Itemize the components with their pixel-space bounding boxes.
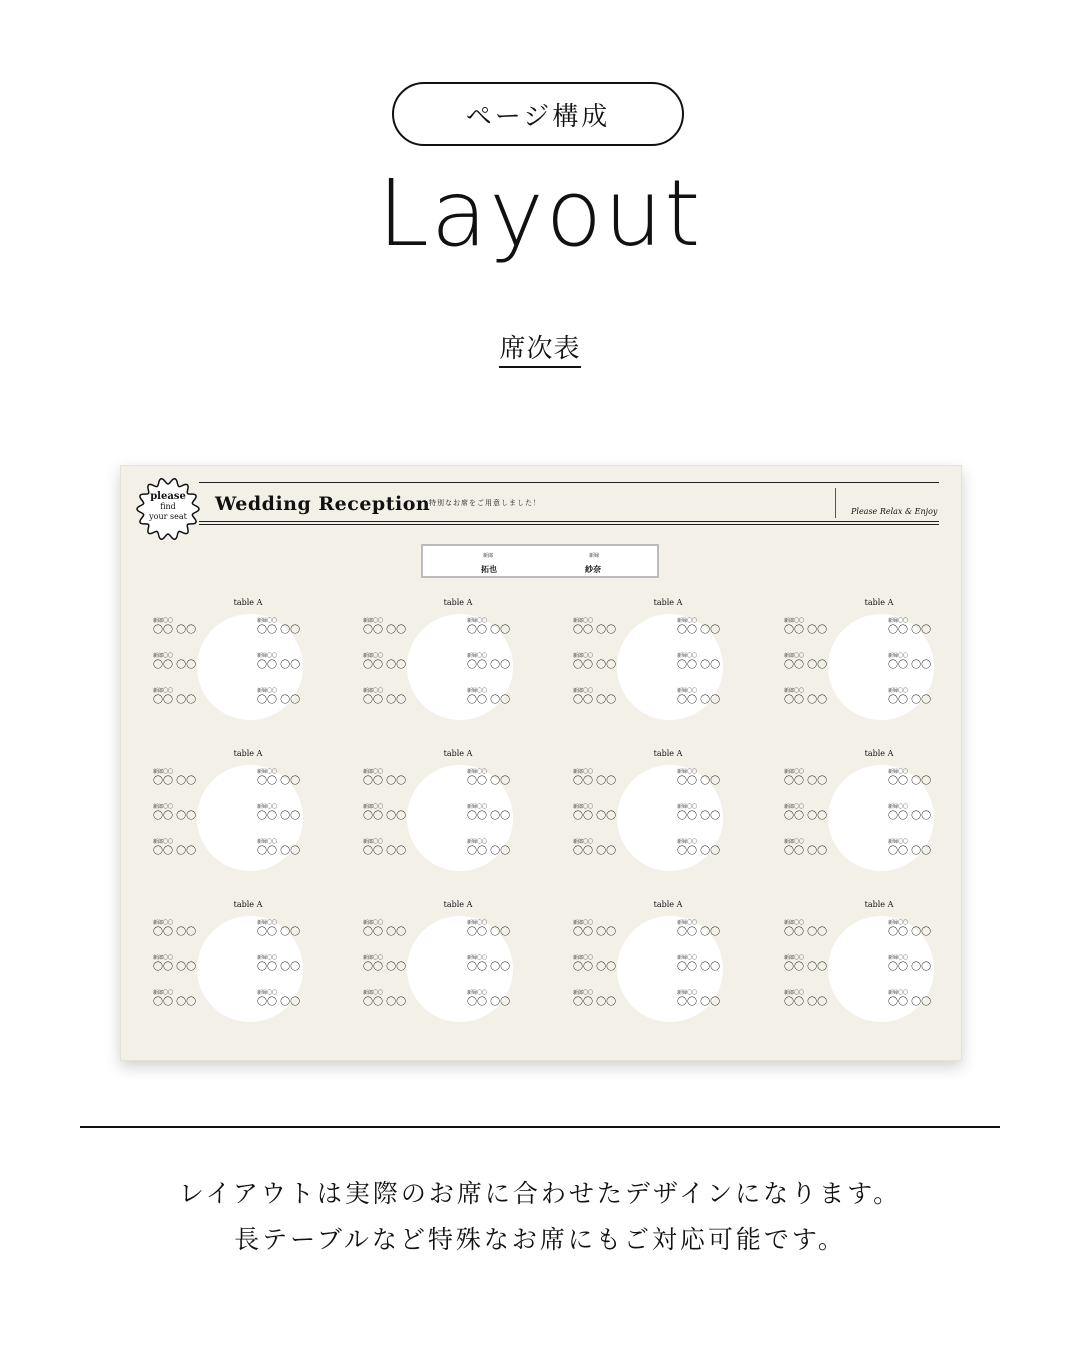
- guest-name: 〇〇 〇〇: [573, 997, 617, 1008]
- header-separator: [835, 488, 836, 518]
- guest-name: 〇〇 〇〇: [784, 625, 828, 636]
- guest-role: 新郎〇〇: [153, 653, 174, 659]
- guest-slot-left: [153, 688, 213, 707]
- guest-role: 新婦〇〇: [257, 920, 278, 926]
- guest-name: 〇〇 〇〇: [467, 811, 511, 822]
- guest-name: 〇〇 〇〇: [677, 695, 721, 706]
- table-block: [353, 598, 563, 738]
- guest-name: 〇〇 〇〇: [467, 660, 511, 671]
- guest-role: 新婦〇〇: [467, 769, 488, 775]
- guest-role: 新郎〇〇: [784, 990, 805, 996]
- table-name: table A: [653, 598, 683, 607]
- guest-role: 新婦〇〇: [888, 920, 909, 926]
- guest-slot-left: [153, 653, 213, 672]
- table-name: table A: [653, 749, 683, 758]
- bride-name: 紗奈: [585, 565, 601, 574]
- guest-role: 新婦〇〇: [888, 839, 909, 845]
- guest-slot-right: [467, 990, 527, 1009]
- guest-role: 新郎〇〇: [784, 769, 805, 775]
- guest-slot-left: [153, 804, 213, 823]
- guest-name: 〇〇 〇〇: [573, 846, 617, 857]
- guest-name: 〇〇 〇〇: [573, 927, 617, 938]
- guest-slot-right: [257, 839, 317, 858]
- header-rule-top: [199, 482, 939, 483]
- guest-slot-right: [677, 769, 737, 788]
- guest-name: 〇〇 〇〇: [257, 811, 301, 822]
- guest-slot-right: [467, 955, 527, 974]
- guest-role: 新郎〇〇: [573, 653, 594, 659]
- guest-slot-left: [573, 839, 633, 858]
- guest-name: 〇〇 〇〇: [153, 927, 197, 938]
- guest-slot-left: [573, 920, 633, 939]
- description-line-1: レイアウトは実際のお席に合わせたデザインになります。: [178, 1179, 902, 1208]
- guest-role: 新郎〇〇: [363, 839, 384, 845]
- table-block: [353, 900, 563, 1040]
- guest-name: 〇〇 〇〇: [363, 695, 407, 706]
- guest-slot-left: [363, 955, 423, 974]
- guest-role: 新郎〇〇: [363, 688, 384, 694]
- guest-name: 〇〇 〇〇: [888, 695, 932, 706]
- guest-slot-right: [677, 804, 737, 823]
- guest-name: 〇〇 〇〇: [257, 695, 301, 706]
- guest-slot-right: [467, 618, 527, 637]
- guest-name: 〇〇 〇〇: [363, 962, 407, 973]
- guest-slot-left: [784, 990, 844, 1009]
- page-structure-pill: [392, 82, 684, 146]
- guest-role: 新郎〇〇: [153, 955, 174, 961]
- guest-name: 〇〇 〇〇: [677, 846, 721, 857]
- guest-slot-left: [784, 804, 844, 823]
- guest-role: 新郎〇〇: [784, 688, 805, 694]
- table-name: table A: [443, 900, 473, 909]
- guest-name: 〇〇 〇〇: [363, 625, 407, 636]
- guest-name: 〇〇 〇〇: [573, 695, 617, 706]
- guest-name: 〇〇 〇〇: [257, 997, 301, 1008]
- guest-slot-left: [363, 653, 423, 672]
- guest-slot-right: [677, 618, 737, 637]
- guest-name: 〇〇 〇〇: [573, 962, 617, 973]
- guest-role: 新婦〇〇: [888, 955, 909, 961]
- guest-name: 〇〇 〇〇: [257, 660, 301, 671]
- guest-slot-left: [153, 990, 213, 1009]
- guest-role: 新婦〇〇: [257, 804, 278, 810]
- guest-name: 〇〇 〇〇: [257, 776, 301, 787]
- guest-role: 新郎〇〇: [153, 618, 174, 624]
- guest-role: 新婦〇〇: [677, 804, 698, 810]
- guest-role: 新郎〇〇: [363, 618, 384, 624]
- guest-slot-left: [573, 618, 633, 637]
- guest-name: 〇〇 〇〇: [467, 846, 511, 857]
- guest-name: 〇〇 〇〇: [153, 660, 197, 671]
- guest-slot-left: [784, 920, 844, 939]
- guest-slot-left: [153, 955, 213, 974]
- guest-name: 〇〇 〇〇: [784, 776, 828, 787]
- guest-name: 〇〇 〇〇: [677, 625, 721, 636]
- reception-title: Wedding Reception: [215, 493, 431, 515]
- guest-slot-right: [888, 688, 948, 707]
- guest-name: 〇〇 〇〇: [888, 625, 932, 636]
- guest-role: 新郎〇〇: [363, 804, 384, 810]
- header-rule-bottom-2: [199, 524, 939, 525]
- guest-name: 〇〇 〇〇: [153, 811, 197, 822]
- guest-role: 新郎〇〇: [363, 990, 384, 996]
- guest-role: 新婦〇〇: [888, 688, 909, 694]
- guest-slot-right: [888, 804, 948, 823]
- guest-name: 〇〇 〇〇: [573, 625, 617, 636]
- badge-line-3: your seat: [149, 512, 187, 521]
- guest-name: 〇〇 〇〇: [888, 846, 932, 857]
- guest-role: 新郎〇〇: [784, 618, 805, 624]
- guest-slot-left: [573, 990, 633, 1009]
- guest-slot-right: [257, 618, 317, 637]
- table-name: table A: [443, 598, 473, 607]
- guest-slot-right: [888, 653, 948, 672]
- guest-slot-right: [888, 769, 948, 788]
- layout-title: Layout: [377, 160, 703, 267]
- guest-role: 新婦〇〇: [467, 955, 488, 961]
- guest-slot-left: [363, 804, 423, 823]
- table-name: table A: [233, 598, 263, 607]
- relax-tagline: Please Relax & Enjoy: [851, 507, 938, 516]
- guest-role: 新郎〇〇: [784, 804, 805, 810]
- guest-role: 新婦〇〇: [888, 769, 909, 775]
- guest-name: 〇〇 〇〇: [467, 997, 511, 1008]
- guest-role: 新婦〇〇: [677, 955, 698, 961]
- guest-slot-left: [784, 769, 844, 788]
- guest-name: 〇〇 〇〇: [153, 776, 197, 787]
- guest-name: 〇〇 〇〇: [784, 695, 828, 706]
- please-find-your-seat-badge: [133, 474, 203, 544]
- guest-role: 新郎〇〇: [153, 920, 174, 926]
- guest-name: 〇〇 〇〇: [153, 962, 197, 973]
- guest-name: 〇〇 〇〇: [784, 811, 828, 822]
- guest-name: 〇〇 〇〇: [363, 997, 407, 1008]
- pill-label: ページ構成: [465, 101, 611, 132]
- guest-slot-right: [257, 920, 317, 939]
- table-block: [774, 900, 984, 1040]
- guest-slot-left: [573, 688, 633, 707]
- table-block: [353, 749, 563, 889]
- guest-slot-right: [467, 769, 527, 788]
- guest-name: 〇〇 〇〇: [467, 927, 511, 938]
- guest-slot-right: [677, 653, 737, 672]
- guest-role: 新婦〇〇: [257, 990, 278, 996]
- table-name: table A: [653, 900, 683, 909]
- guest-slot-right: [677, 955, 737, 974]
- guest-slot-right: [677, 920, 737, 939]
- guest-slot-left: [784, 618, 844, 637]
- guest-role: 新郎〇〇: [573, 804, 594, 810]
- guest-name: 〇〇 〇〇: [153, 846, 197, 857]
- seating-chart-preview: [120, 465, 962, 1061]
- guest-slot-right: [257, 653, 317, 672]
- description-line-2: 長テーブルなど特殊なお席にもご対応可能です。: [234, 1225, 846, 1254]
- guest-slot-right: [257, 804, 317, 823]
- guest-slot-right: [888, 839, 948, 858]
- guest-role: 新郎〇〇: [573, 955, 594, 961]
- guest-role: 新郎〇〇: [573, 618, 594, 624]
- guest-slot-left: [153, 920, 213, 939]
- table-block: [774, 749, 984, 889]
- guest-name: 〇〇 〇〇: [888, 776, 932, 787]
- guest-role: 新郎〇〇: [363, 955, 384, 961]
- guest-role: 新婦〇〇: [467, 618, 488, 624]
- guest-name: 〇〇 〇〇: [784, 962, 828, 973]
- guest-role: 新婦〇〇: [888, 990, 909, 996]
- table-block: [563, 598, 773, 738]
- guest-slot-right: [467, 839, 527, 858]
- guest-role: 新婦〇〇: [677, 920, 698, 926]
- groom-name: 拓也: [481, 565, 497, 574]
- guest-slot-left: [363, 990, 423, 1009]
- guest-name: 〇〇 〇〇: [573, 776, 617, 787]
- table-block: [143, 749, 353, 889]
- guest-role: 新婦〇〇: [888, 653, 909, 659]
- guest-name: 〇〇 〇〇: [888, 927, 932, 938]
- guest-name: 〇〇 〇〇: [257, 927, 301, 938]
- guest-role: 新郎〇〇: [363, 769, 384, 775]
- guest-role: 新郎〇〇: [784, 839, 805, 845]
- guest-slot-left: [153, 618, 213, 637]
- section-divider: [80, 1126, 1000, 1128]
- guest-role: 新婦〇〇: [467, 804, 488, 810]
- guest-slot-left: [784, 839, 844, 858]
- guest-name: 〇〇 〇〇: [677, 997, 721, 1008]
- guest-name: 〇〇 〇〇: [784, 846, 828, 857]
- guest-slot-right: [467, 653, 527, 672]
- guest-role: 新郎〇〇: [573, 920, 594, 926]
- guest-slot-left: [363, 920, 423, 939]
- guest-slot-left: [573, 955, 633, 974]
- guest-name: 〇〇 〇〇: [677, 776, 721, 787]
- guest-name: 〇〇 〇〇: [888, 997, 932, 1008]
- guest-name: 〇〇 〇〇: [257, 962, 301, 973]
- guest-name: 〇〇 〇〇: [467, 625, 511, 636]
- table-name: table A: [233, 900, 263, 909]
- guest-role: 新婦〇〇: [257, 955, 278, 961]
- guest-role: 新郎〇〇: [153, 804, 174, 810]
- table-block: [563, 900, 773, 1040]
- guest-name: 〇〇 〇〇: [784, 997, 828, 1008]
- table-block: [563, 749, 773, 889]
- guest-name: 〇〇 〇〇: [677, 660, 721, 671]
- guest-slot-left: [573, 769, 633, 788]
- guest-name: 〇〇 〇〇: [257, 625, 301, 636]
- guest-slot-left: [153, 839, 213, 858]
- badge-line-1: please: [150, 491, 186, 502]
- guest-role: 新婦〇〇: [888, 618, 909, 624]
- guest-role: 新婦〇〇: [257, 618, 278, 624]
- guest-role: 新郎〇〇: [363, 920, 384, 926]
- guest-slot-right: [677, 839, 737, 858]
- guest-role: 新婦〇〇: [677, 839, 698, 845]
- guest-role: 新婦〇〇: [467, 920, 488, 926]
- guest-slot-left: [363, 769, 423, 788]
- guest-slot-right: [888, 618, 948, 637]
- guest-role: 新婦〇〇: [677, 769, 698, 775]
- guest-slot-right: [888, 990, 948, 1009]
- guest-role: 新婦〇〇: [677, 653, 698, 659]
- guest-role: 新婦〇〇: [467, 839, 488, 845]
- guest-slot-right: [467, 804, 527, 823]
- table-name: table A: [864, 749, 894, 758]
- guest-slot-right: [257, 769, 317, 788]
- guest-slot-left: [363, 688, 423, 707]
- guest-name: 〇〇 〇〇: [677, 962, 721, 973]
- guest-name: 〇〇 〇〇: [573, 811, 617, 822]
- guest-name: 〇〇 〇〇: [573, 660, 617, 671]
- guest-slot-right: [677, 990, 737, 1009]
- guest-role: 新郎〇〇: [153, 839, 174, 845]
- guest-slot-right: [888, 955, 948, 974]
- guest-role: 新婦〇〇: [677, 618, 698, 624]
- guest-role: 新婦〇〇: [888, 804, 909, 810]
- guest-name: 〇〇 〇〇: [363, 846, 407, 857]
- table-name: table A: [233, 749, 263, 758]
- table-block: [143, 900, 353, 1040]
- table-block: [143, 598, 353, 738]
- guest-name: 〇〇 〇〇: [888, 811, 932, 822]
- guest-role: 新郎〇〇: [573, 839, 594, 845]
- bride-role: 新婦: [589, 553, 600, 559]
- guest-name: 〇〇 〇〇: [784, 927, 828, 938]
- guest-name: 〇〇 〇〇: [888, 962, 932, 973]
- guest-role: 新婦〇〇: [467, 990, 488, 996]
- guest-name: 〇〇 〇〇: [257, 846, 301, 857]
- guest-role: 新婦〇〇: [467, 653, 488, 659]
- groom-role: 新郎: [483, 553, 494, 559]
- table-name: table A: [864, 900, 894, 909]
- guest-slot-left: [573, 653, 633, 672]
- guest-role: 新郎〇〇: [784, 920, 805, 926]
- guest-slot-left: [784, 688, 844, 707]
- guest-role: 新婦〇〇: [257, 769, 278, 775]
- guest-role: 新郎〇〇: [573, 769, 594, 775]
- guest-role: 新郎〇〇: [153, 990, 174, 996]
- guest-name: 〇〇 〇〇: [467, 695, 511, 706]
- guest-name: 〇〇 〇〇: [363, 927, 407, 938]
- guest-slot-left: [153, 769, 213, 788]
- guest-name: 〇〇 〇〇: [153, 997, 197, 1008]
- guest-name: 〇〇 〇〇: [363, 811, 407, 822]
- seating-chart-heading: 席次表: [0, 328, 1080, 365]
- guest-role: 新郎〇〇: [363, 653, 384, 659]
- guest-role: 新婦〇〇: [677, 688, 698, 694]
- guest-role: 新婦〇〇: [467, 688, 488, 694]
- guest-name: 〇〇 〇〇: [784, 660, 828, 671]
- guest-slot-right: [257, 990, 317, 1009]
- guest-name: 〇〇 〇〇: [363, 660, 407, 671]
- guest-slot-left: [573, 804, 633, 823]
- guest-role: 新郎〇〇: [153, 688, 174, 694]
- guest-slot-right: [257, 688, 317, 707]
- guest-slot-right: [677, 688, 737, 707]
- guest-role: 新郎〇〇: [573, 688, 594, 694]
- guest-role: 新婦〇〇: [677, 990, 698, 996]
- header-rule-bottom-1: [199, 521, 939, 522]
- guest-name: 〇〇 〇〇: [888, 660, 932, 671]
- guest-name: 〇〇 〇〇: [467, 776, 511, 787]
- guest-role: 新婦〇〇: [257, 839, 278, 845]
- guest-slot-right: [467, 688, 527, 707]
- guest-role: 新郎〇〇: [784, 955, 805, 961]
- guest-name: 〇〇 〇〇: [677, 927, 721, 938]
- table-block: [774, 598, 984, 738]
- badge-line-2: find: [160, 502, 176, 511]
- guest-role: 新郎〇〇: [784, 653, 805, 659]
- guest-slot-left: [363, 618, 423, 637]
- guest-role: 新郎〇〇: [153, 769, 174, 775]
- guest-slot-right: [467, 920, 527, 939]
- guest-role: 新婦〇〇: [257, 653, 278, 659]
- guest-slot-left: [363, 839, 423, 858]
- guest-name: 〇〇 〇〇: [467, 962, 511, 973]
- couple-box: [421, 544, 659, 578]
- guest-role: 新婦〇〇: [257, 688, 278, 694]
- guest-name: 〇〇 〇〇: [363, 776, 407, 787]
- table-name: table A: [443, 749, 473, 758]
- guest-name: 〇〇 〇〇: [153, 695, 197, 706]
- reception-message: 特別なお席をご用意しました！: [429, 499, 541, 507]
- guest-slot-left: [784, 955, 844, 974]
- guest-slot-right: [257, 955, 317, 974]
- guest-role: 新郎〇〇: [573, 990, 594, 996]
- guest-slot-left: [784, 653, 844, 672]
- guest-name: 〇〇 〇〇: [677, 811, 721, 822]
- table-name: table A: [864, 598, 894, 607]
- guest-name: 〇〇 〇〇: [153, 625, 197, 636]
- guest-slot-right: [888, 920, 948, 939]
